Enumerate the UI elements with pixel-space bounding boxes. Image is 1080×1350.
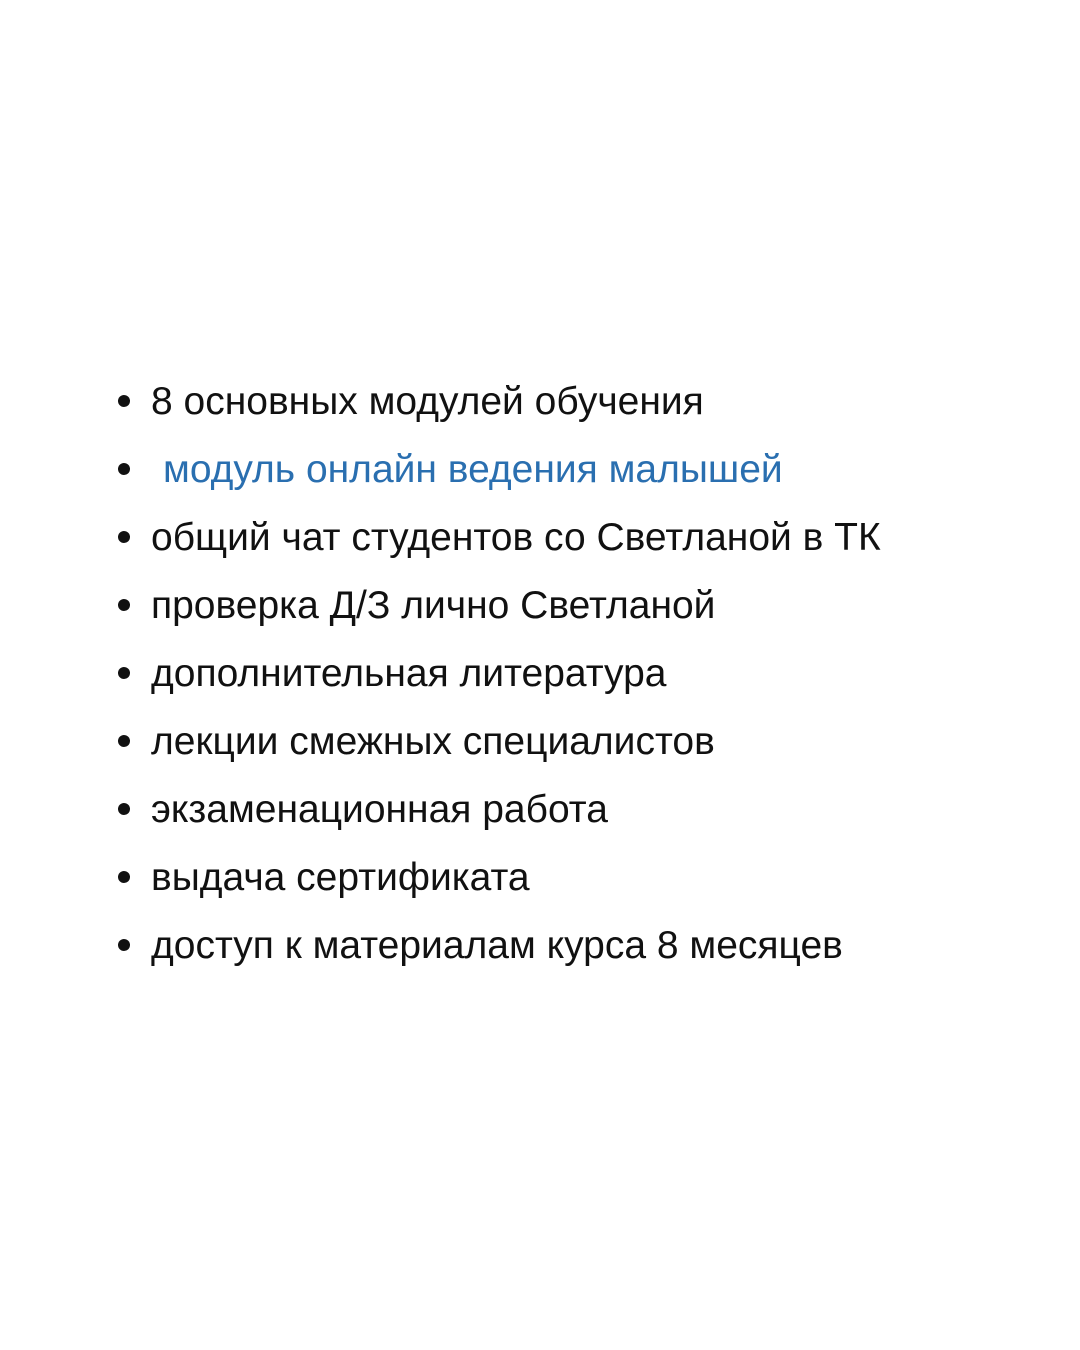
bullet-icon <box>118 395 130 407</box>
list-item <box>118 504 1068 572</box>
list-item <box>118 640 1068 708</box>
list-item <box>118 708 1068 776</box>
bullet-icon <box>118 531 130 543</box>
list-item-text: экзаменационная работа <box>151 788 608 831</box>
list-item <box>118 776 1068 844</box>
list-item-text: лекции смежных специалистов <box>151 720 715 763</box>
list-item-highlighted <box>118 436 1068 504</box>
list-item <box>118 844 1068 912</box>
bullet-icon <box>118 599 130 611</box>
list-item-text: выдача сертификата <box>151 856 530 899</box>
bullet-icon <box>118 939 130 951</box>
feature-list <box>118 368 1068 980</box>
bullet-icon <box>118 463 130 475</box>
list-item-text: проверка Д/З лично Светланой <box>151 584 716 627</box>
list-item-text: 8 основных модулей обучения <box>151 380 704 423</box>
list-item-text: модуль онлайн ведения малышей <box>163 448 783 491</box>
list-item <box>118 572 1068 640</box>
bullet-icon <box>118 735 130 747</box>
bullet-icon <box>118 803 130 815</box>
bullet-icon <box>118 667 130 679</box>
list-item-text: доступ к материалам курса 8 месяцев <box>151 924 843 967</box>
bullet-icon <box>118 871 130 883</box>
list-item <box>118 368 1068 436</box>
list-item-text: дополнительная литература <box>151 652 667 695</box>
list-item <box>118 912 1068 980</box>
list-item-text: общий чат студентов со Светланой в ТК <box>151 516 881 559</box>
